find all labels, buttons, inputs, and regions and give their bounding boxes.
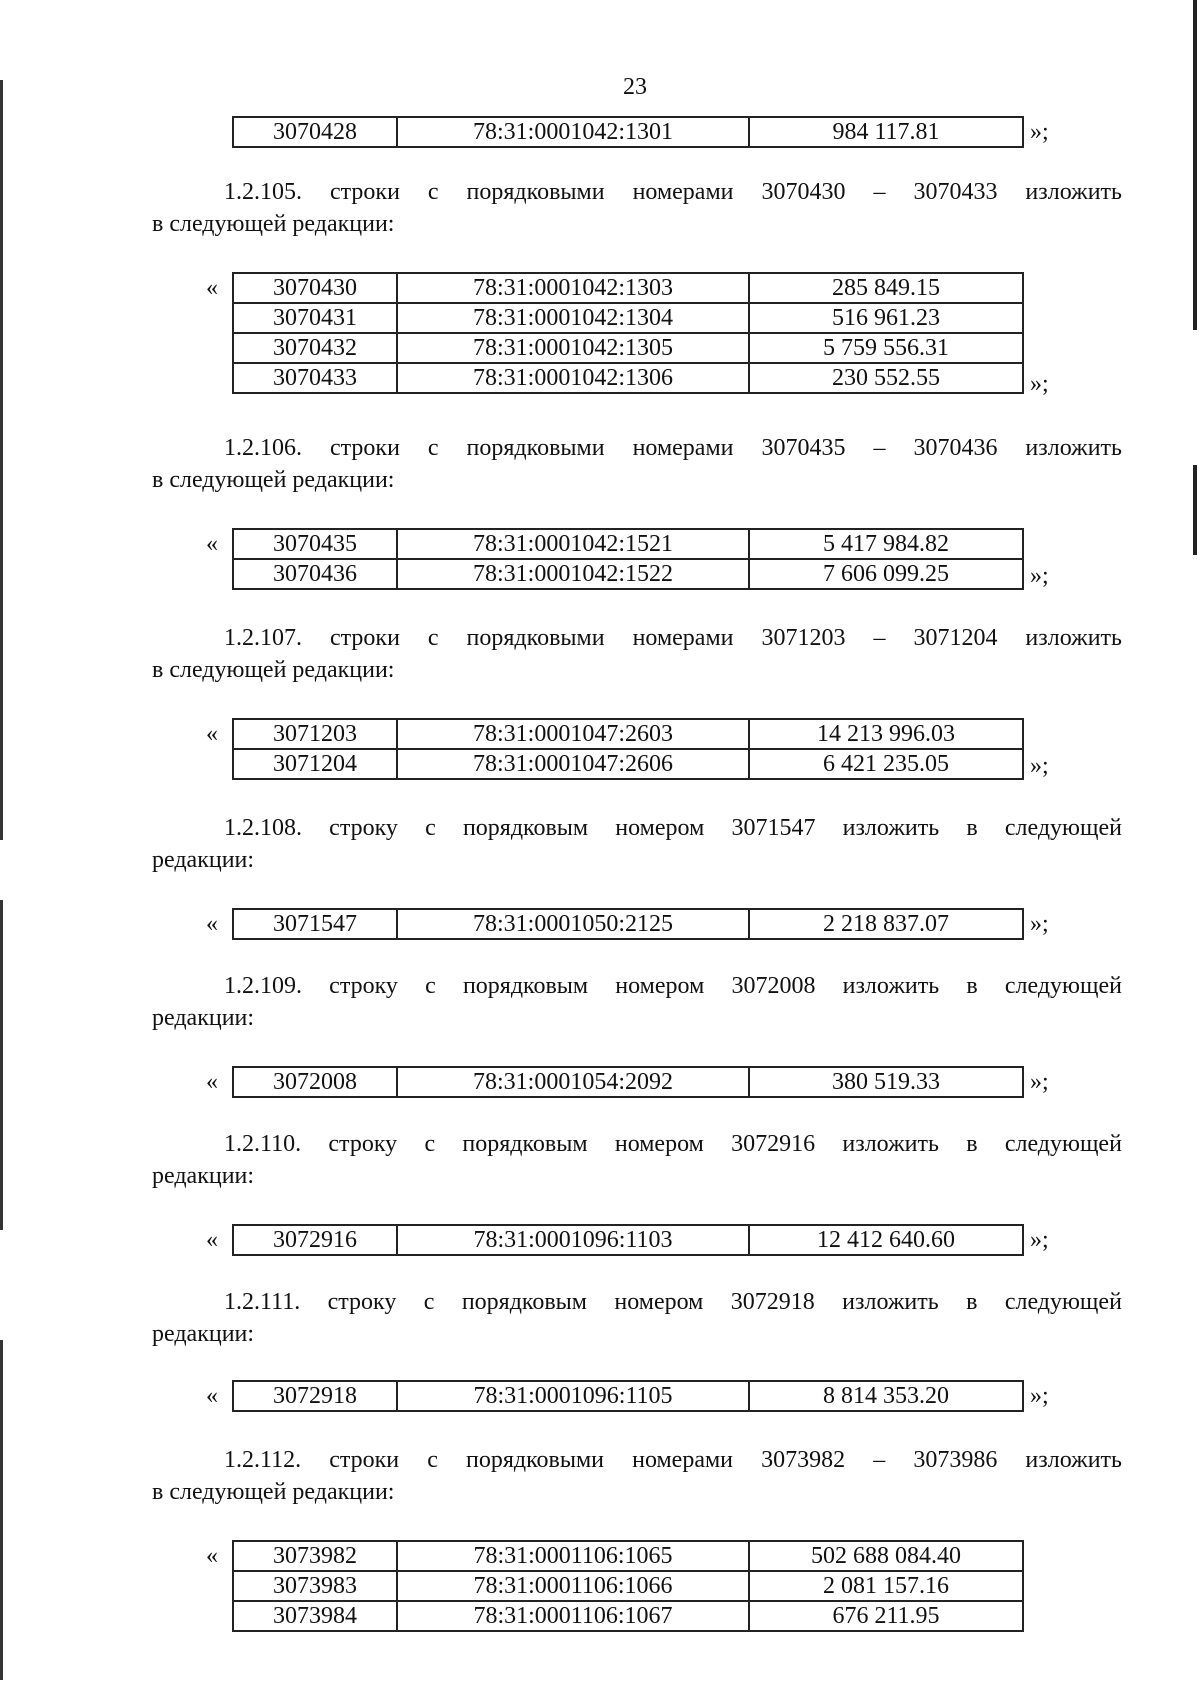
paragraph-word: – [873,1447,886,1473]
table-cell-value: 285 849.15 [749,273,1023,303]
table-row [233,303,1023,333]
paragraph-word: с [425,815,436,841]
table-row [233,719,1023,749]
amendment-paragraph [152,970,1122,1034]
paragraph-word: с [427,435,439,461]
replacement-table [232,908,1024,940]
paragraph-word: с [423,1289,435,1315]
table-row [233,1601,1023,1631]
amendment-paragraph [152,1128,1122,1192]
paragraph-word: строки [329,435,400,461]
paragraph-line-1 [152,1444,1122,1476]
scan-edge-left-lower [0,900,3,1230]
table-row [233,749,1023,779]
scan-edge-left [0,80,3,840]
table-cell-number: 3071203 [233,719,397,749]
table-row [233,559,1023,589]
paragraph-word: в [966,1131,978,1157]
paragraph-word: порядковым [462,815,589,841]
paragraph-line-2: редакции: [152,847,255,873]
paragraph-word: следующей [1004,815,1122,841]
table-cell-number: 3073982 [233,1541,397,1571]
paragraph-word: 3072008 [731,973,816,999]
paragraph-word: в [966,815,978,841]
amendment-paragraph [152,1286,1122,1350]
paragraph-word: 3072916 [731,1131,816,1157]
paragraph-line-1 [152,622,1122,654]
table-cell-cadastral: 78:31:0001106:1067 [397,1601,749,1631]
table-cell-value: 5 417 984.82 [749,529,1023,559]
table-row [233,1541,1023,1571]
table-cell-value: 502 688 084.40 [749,1541,1023,1571]
amendment-paragraph [152,432,1122,496]
paragraph-word: строку [329,815,398,841]
table-cell-cadastral: 78:31:0001047:2606 [397,749,749,779]
paragraph-word: номерами [632,625,734,651]
paragraph-word: строку [327,1289,397,1315]
table-row [233,273,1023,303]
table-cell-cadastral: 78:31:0001054:2092 [397,1067,749,1097]
replacement-table [232,1224,1024,1256]
table-row [233,529,1023,559]
paragraph-word: 1.2.109. [224,973,302,999]
table-cell-value: 8 814 353.20 [749,1381,1023,1411]
paragraph-word: 3070433 [913,179,998,205]
table-cell-number: 3073983 [233,1571,397,1601]
paragraph-word: в [966,1289,978,1315]
table-cell-value: 2 081 157.16 [749,1571,1023,1601]
table-cell-number: 3072916 [233,1225,397,1255]
paragraph-word: 3072918 [730,1289,815,1315]
table-row [233,1225,1023,1255]
table-cell-number: 3070435 [233,529,397,559]
replacement-table [232,528,1024,590]
amendment-paragraph [152,812,1122,876]
paragraph-word: изложить [1025,435,1122,461]
table-cell-cadastral: 78:31:0001042:1301 [397,117,749,147]
paragraph-word: порядковыми [466,435,605,461]
replacement-table [232,1540,1024,1632]
paragraph-word: с [427,179,439,205]
table-row [233,117,1023,147]
closing-quote: »; [1030,563,1049,589]
table-cell-number: 3070431 [233,303,397,333]
table-cell-cadastral: 78:31:0001096:1105 [397,1381,749,1411]
paragraph-word: порядковыми [466,179,605,205]
paragraph-word: номером [615,815,705,841]
table-cell-value: 14 213 996.03 [749,719,1023,749]
table-row [233,1067,1023,1097]
paragraph-word: изложить [842,1289,939,1315]
table-cell-number: 3070436 [233,559,397,589]
table-cell-value: 2 218 837.07 [749,909,1023,939]
paragraph-word: порядковым [461,1289,587,1315]
paragraph-word: 3070435 [761,435,846,461]
replacement-table [232,1066,1024,1098]
table-row [233,1571,1023,1601]
opening-quote: « [206,1069,218,1095]
paragraph-line-1 [152,812,1122,844]
paragraph-word: изложить [842,815,940,841]
paragraph-word: – [873,625,886,651]
closing-quote: »; [1030,1069,1049,1095]
paragraph-word: 1.2.105. [224,179,302,205]
paragraph-word: порядковыми [465,1447,605,1473]
paragraph-word: строку [328,1131,398,1157]
replacement-table [232,272,1024,394]
table-cell-cadastral: 78:31:0001042:1303 [397,273,749,303]
table-cell-cadastral: 78:31:0001050:2125 [397,909,749,939]
paragraph-word: порядковым [462,1131,588,1157]
paragraph-word: номером [614,1131,704,1157]
paragraph-word: 1.2.107. [224,625,302,651]
closing-quote: »; [1030,1227,1049,1253]
table-cell-value: 5 759 556.31 [749,333,1023,363]
scan-edge-left-bottom [0,1340,3,1680]
paragraph-line-1 [152,1286,1122,1318]
paragraph-word: строку [329,973,398,999]
table-cell-number: 3071547 [233,909,397,939]
paragraph-line-2: редакции: [152,1163,255,1189]
paragraph-word: строки [329,1447,400,1473]
paragraph-word: 1.2.108. [224,815,302,841]
paragraph-word: в [966,973,978,999]
closing-quote: »; [1030,371,1049,397]
paragraph-word: порядковыми [466,625,605,651]
paragraph-word: 1.2.110. [224,1131,302,1157]
paragraph-word: с [427,1447,438,1473]
paragraph-word: 3073986 [913,1447,998,1473]
table-cell-cadastral: 78:31:0001106:1065 [397,1541,749,1571]
replacement-table [232,1380,1024,1412]
paragraph-word: с [424,1131,436,1157]
paragraph-word: номерами [632,435,734,461]
table-cell-cadastral: 78:31:0001106:1066 [397,1571,749,1601]
table-cell-number: 3070432 [233,333,397,363]
table-cell-value: 6 421 235.05 [749,749,1023,779]
opening-quote: « [206,531,218,557]
paragraph-word: 3070436 [913,435,998,461]
table-cell-value: 984 117.81 [749,117,1023,147]
paragraph-word: строки [329,179,400,205]
table-cell-number: 3070433 [233,363,397,393]
table-row [233,363,1023,393]
paragraph-word: с [425,973,436,999]
paragraph-word: следующей [1004,973,1122,999]
table-cell-cadastral: 78:31:0001042:1521 [397,529,749,559]
paragraph-word: изложить [1025,1447,1122,1473]
replacement-table [232,718,1024,780]
opening-quote: « [206,1227,218,1253]
paragraph-word: изложить [1025,625,1122,651]
table-row [233,1381,1023,1411]
paragraph-word: 3073982 [761,1447,846,1473]
paragraph-word: изложить [842,973,940,999]
table-cell-value: 12 412 640.60 [749,1225,1023,1255]
table-cell-cadastral: 78:31:0001042:1304 [397,303,749,333]
table-cell-number: 3071204 [233,749,397,779]
paragraph-word: строки [329,625,400,651]
table-cell-cadastral: 78:31:0001042:1306 [397,363,749,393]
paragraph-line-2: редакции: [152,1321,255,1347]
paragraph-word: 3071547 [731,815,816,841]
paragraph-word: 1.2.111. [224,1289,301,1315]
amendment-paragraph [152,622,1122,686]
opening-quote: « [206,721,218,747]
paragraph-word: номером [614,1289,704,1315]
paragraph-word: следующей [1004,1289,1122,1315]
table-cell-cadastral: 78:31:0001042:1305 [397,333,749,363]
scan-edge-right-2 [1193,465,1197,555]
paragraph-line-2: редакции: [152,1005,255,1031]
table-cell-number: 3070428 [233,117,397,147]
table-cell-value: 676 211.95 [749,1601,1023,1631]
opening-quote: « [206,911,218,937]
paragraph-line-1 [152,1128,1122,1160]
paragraph-word: 1.2.106. [224,435,302,461]
scan-edge-right [1193,0,1197,330]
table-row [233,909,1023,939]
paragraph-word: 3071203 [761,625,846,651]
page-number: 23 [623,74,647,100]
paragraph-word: номерами [632,179,734,205]
closing-quote: »; [1030,753,1049,779]
opening-quote: « [206,275,218,301]
table-cell-number: 3072008 [233,1067,397,1097]
table-cell-value: 380 519.33 [749,1067,1023,1097]
amendment-paragraph [152,176,1122,240]
table-cell-number: 3073984 [233,1601,397,1631]
paragraph-word: порядковым [462,973,589,999]
paragraph-line-1 [152,176,1122,208]
paragraph-word: следующей [1004,1131,1122,1157]
top-row-table [232,116,1024,148]
paragraph-word: изложить [1025,179,1122,205]
table-cell-value: 230 552.55 [749,363,1023,393]
paragraph-line-2: в следующей редакции: [152,657,395,683]
paragraph-word: 1.2.112. [224,1447,302,1473]
paragraph-word: изложить [842,1131,939,1157]
table-cell-cadastral: 78:31:0001047:2603 [397,719,749,749]
paragraph-word: с [427,625,439,651]
opening-quote: « [206,1383,218,1409]
table-cell-cadastral: 78:31:0001042:1522 [397,559,749,589]
paragraph-line-1 [152,432,1122,464]
table-cell-value: 7 606 099.25 [749,559,1023,589]
closing-quote: »; [1030,1383,1049,1409]
paragraph-word: 3071204 [913,625,998,651]
closing-quote: »; [1030,911,1049,937]
paragraph-word: – [873,435,886,461]
amendment-paragraph [152,1444,1122,1508]
table-cell-cadastral: 78:31:0001096:1103 [397,1225,749,1255]
table-cell-value: 516 961.23 [749,303,1023,333]
paragraph-word: – [873,179,886,205]
opening-quote: « [206,1543,218,1569]
closing-quote: »; [1030,119,1049,145]
paragraph-line-2: в следующей редакции: [152,211,395,237]
paragraph-line-1 [152,970,1122,1002]
paragraph-word: 3070430 [761,179,846,205]
paragraph-line-2: в следующей редакции: [152,1479,395,1505]
paragraph-word: номером [615,973,705,999]
paragraph-word: номерами [632,1447,734,1473]
table-row [233,333,1023,363]
paragraph-line-2: в следующей редакции: [152,467,395,493]
table-cell-number: 3070430 [233,273,397,303]
table-cell-number: 3072918 [233,1381,397,1411]
